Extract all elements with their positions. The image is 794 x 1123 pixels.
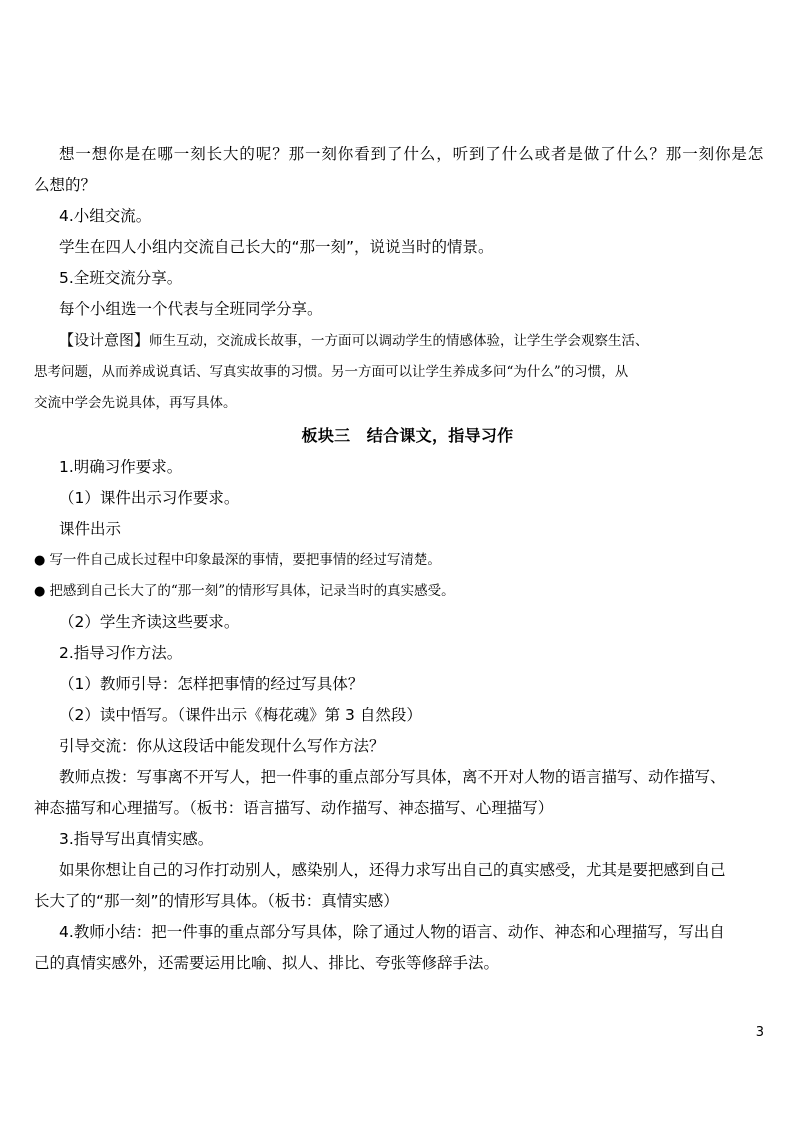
step-class-share: 5.全班交流分享。 bbox=[59, 269, 183, 287]
paragraph-summary-line1: 4.教师小结：把一件事的重点部分写具体，除了通过人物的语言、动作、神态和心理描写，写出自 bbox=[59, 923, 725, 941]
step-writing-method: 2.指导习作方法。 bbox=[59, 644, 183, 662]
design-intent-line1: 【设计意图】师生互动，交流成长故事，一方面可以调动学生的情感体验，让学生学会观察生活、 bbox=[59, 331, 649, 349]
page-number: 3 bbox=[755, 1025, 764, 1040]
section-title: 板块三 结合课文，指导习作 bbox=[301, 426, 514, 445]
substep-teacher-guide: （1）教师引导：怎样把事情的经过写具体？ bbox=[59, 675, 364, 693]
step-clarify-requirements: 1.明确习作要求。 bbox=[59, 458, 183, 476]
paragraph-guide-exchange: 引导交流：你从这段话中能发现什么写作方法？ bbox=[59, 737, 385, 755]
paragraph-summary-line2: 己的真情实感外，还需要运用比喻、拟人、排比、夸张等修辞手法。 bbox=[34, 954, 500, 972]
step-true-feelings: 3.指导写出真情实感。 bbox=[59, 830, 214, 848]
paragraph-reflection-line2: 么想的？ bbox=[34, 176, 97, 194]
courseware-label: 课件出示 bbox=[59, 520, 122, 538]
paragraph-reflection-line1: 想一想你是在哪一刻长大的呢？那一刻你看到了什么，听到了什么或者是做了什么？那一刻你是怎 bbox=[59, 145, 765, 163]
step-group-exchange: 4.小组交流。 bbox=[59, 207, 152, 225]
design-intent-line2: 思考问题，从而养成说真话、写真实故事的习惯。另一方面可以让学生养成多问“为什么”的习惯，从 bbox=[34, 364, 629, 380]
design-intent-label: 【设计意图】 bbox=[59, 331, 150, 349]
document-body bbox=[34, 139, 765, 979]
substep-read-requirements: （2）学生齐读这些要求。 bbox=[59, 613, 240, 631]
paragraph-teacher-tip-line1: 教师点拨：写事离不开写人，把一件事的重点部分写具体，离不开对人物的语言描写、动作描写、 bbox=[59, 768, 726, 786]
substep-read-and-learn: （2）读中悟写。（课件出示《梅花魂》第 3 自然段） bbox=[59, 706, 422, 724]
design-intent-line3: 交流中学会先说具体，再写具体。 bbox=[34, 395, 237, 411]
paragraph-teacher-tip-line2: 神态描写和心理描写。（板书：语言描写、动作描写、神态描写、心理描写） bbox=[34, 799, 554, 817]
paragraph-true-feelings-line2: 长大了的“那一刻”的情形写具体。（板书：真情实感） bbox=[34, 892, 399, 910]
paragraph-group-exchange-detail: 学生在四人小组内交流自己长大的“那一刻”，说说当时的情景。 bbox=[59, 238, 494, 256]
substep-show-requirements: （1）课件出示习作要求。 bbox=[59, 489, 240, 507]
requirement-bullet-1: ● 写一件自己成长过程中印象最深的事情，要把事情的经过写清楚。 bbox=[34, 552, 441, 568]
paragraph-true-feelings-line1: 如果你想让自己的习作打动别人，感染别人，还得力求写出自己的真实感受，尤其是要把感到自己 bbox=[59, 861, 726, 879]
requirement-bullet-2: ● 把感到自己长大了的“那一刻”的情形写具体，记录当时的真实感受。 bbox=[34, 583, 455, 599]
bullet-icon: ● bbox=[34, 584, 46, 599]
bullet-icon: ● bbox=[34, 553, 46, 568]
paragraph-class-share-detail: 每个小组选一个代表与全班同学分享。 bbox=[59, 300, 323, 318]
